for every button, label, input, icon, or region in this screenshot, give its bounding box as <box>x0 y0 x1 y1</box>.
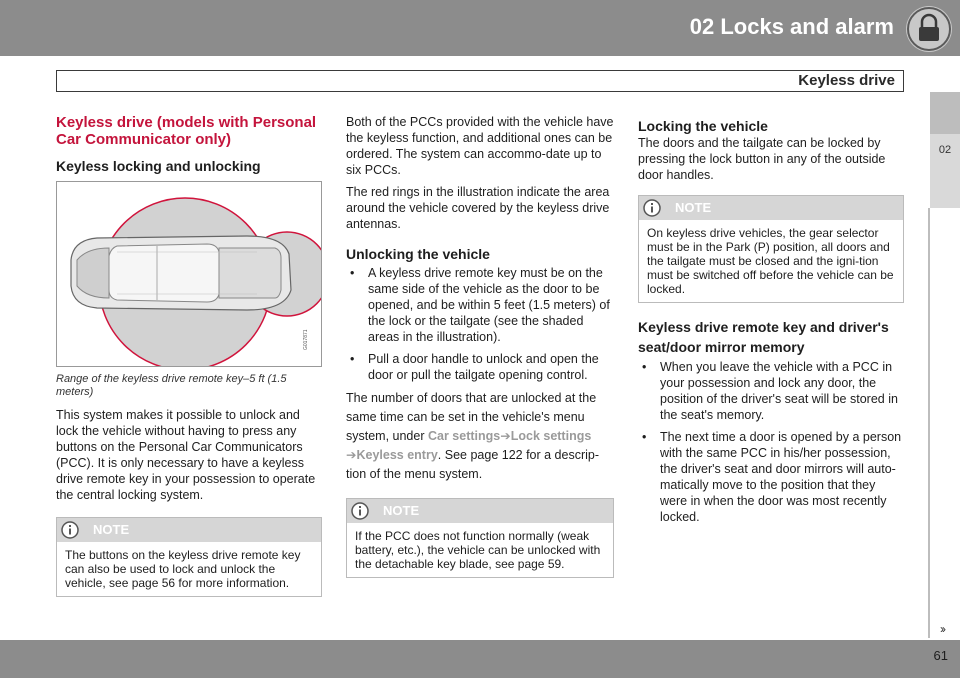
locking-heading: Locking the vehicle <box>638 118 768 134</box>
note-header <box>347 499 613 523</box>
side-tab-label: 02 <box>938 144 952 156</box>
menu-paragraph <box>346 389 614 484</box>
unlocking-heading: Unlocking the vehicle <box>346 246 490 262</box>
note-box-2 <box>346 498 614 578</box>
rings-paragraph: The red rings in the illustration indicate the area around the vehicle covered by the keyless drive antennas. <box>346 185 610 231</box>
info-icon <box>643 199 661 217</box>
side-rule <box>928 208 930 638</box>
note-text: The buttons on the keyless drive remote key can also be used to lock and unlock the vehicle, see page 56 for more information. <box>65 548 301 590</box>
note-header <box>57 518 321 542</box>
column-1 <box>56 114 322 603</box>
list-item: • The next time a door is opened by a person with the same PCC in his/her possession, the driver's seat and door mirrors will auto-matically move to the position that they were in when the door was most recently locked. <box>638 429 904 525</box>
figure-caption: Range of the keyless drive remote key–5 ft (1.5 meters) <box>56 373 287 398</box>
subheading-locking: Keyless locking and unlocking <box>56 158 261 174</box>
figure-code: G017871 <box>303 329 309 350</box>
header-bar <box>0 0 960 56</box>
note-text: If the PCC does not function normally (weak battery, etc.), the vehicle can be unlocked with the detachable key blade, see page 59. <box>355 529 601 571</box>
menu-paragraph-end: . See page 122 for a descrip-tion of the menu system. <box>346 448 600 481</box>
unlocking-list <box>346 265 614 383</box>
section-header <box>56 70 904 92</box>
note-header <box>639 196 903 220</box>
chapter-title: 02 Locks and alarm <box>689 14 894 39</box>
note-text: On keyless drive vehicles, the gear selector must be in the Park (P) position, all doors and the tailgate must be closed and the igni-tion must be switched off before the vehicle can be locked. <box>647 226 894 296</box>
car-top-view <box>71 236 291 310</box>
column-2 <box>346 114 614 584</box>
list-item: • When you leave the vehicle with a PCC in your possession and lock any door, the position of the driver's seat will be stored in the seat's memory. <box>638 359 904 423</box>
menu-item-keyless-entry: Keyless entry <box>356 448 438 462</box>
note-box-1 <box>56 517 322 597</box>
keyless-range-illustration <box>56 181 322 367</box>
memory-heading: Keyless drive remote key and driver's seat/door mirror memory <box>638 319 889 355</box>
note-title: NOTE <box>93 522 130 537</box>
locking-paragraph: The doors and the tailgate can be locked by pressing the lock button in any of the outside door handles. <box>638 136 886 182</box>
menu-arrow-icon: ➔ <box>346 448 357 462</box>
note-title: NOTE <box>383 503 420 518</box>
page-number: 61 <box>933 648 948 663</box>
car-range-diagram <box>57 182 321 366</box>
note-box-3 <box>638 195 904 303</box>
info-icon <box>61 521 79 539</box>
column-3 <box>638 114 904 531</box>
list-item: • A keyless drive remote key must be on the same side of the vehicle as the door to be opened, and be within 5 feet (1.5 meters) of the lock or the tailgate (see the shaded areas in the illustration). <box>346 265 614 345</box>
info-icon <box>351 502 369 520</box>
pcc-paragraph: Both of the PCCs provided with the vehicle have the keyless function, and additional ones can be ordered. The system can accommo-date up to six PCCs. <box>346 115 614 177</box>
menu-item-lock-settings: Lock settings <box>510 429 592 443</box>
memory-list <box>638 359 904 525</box>
section-heading: Keyless drive (models with Personal Car Communicator only) <box>56 114 317 148</box>
padlock-icon <box>906 6 952 52</box>
menu-arrow-icon: ➔ <box>500 429 511 443</box>
list-item: • Pull a door handle to unlock and open the door or pull the tailgate opening control. <box>346 351 614 383</box>
intro-paragraph: This system makes it possible to unlock and lock the vehicle without having to press any buttons on the Personal Car Communicators (PCC). It is only necessary to have a keyless drive remote key in your possession to operate the central locking system. <box>56 408 316 502</box>
section-title: Keyless drive <box>798 72 895 89</box>
menu-item-car-settings: Car settings <box>427 429 501 443</box>
footer-bar <box>0 640 960 678</box>
menu-paragraph-start: The number of doors that are unlocked at the same time can be set in the vehicle's menu system, under <box>346 391 597 443</box>
next-page-arrows-icon: ›› <box>940 622 944 636</box>
note-title: NOTE <box>675 200 712 215</box>
